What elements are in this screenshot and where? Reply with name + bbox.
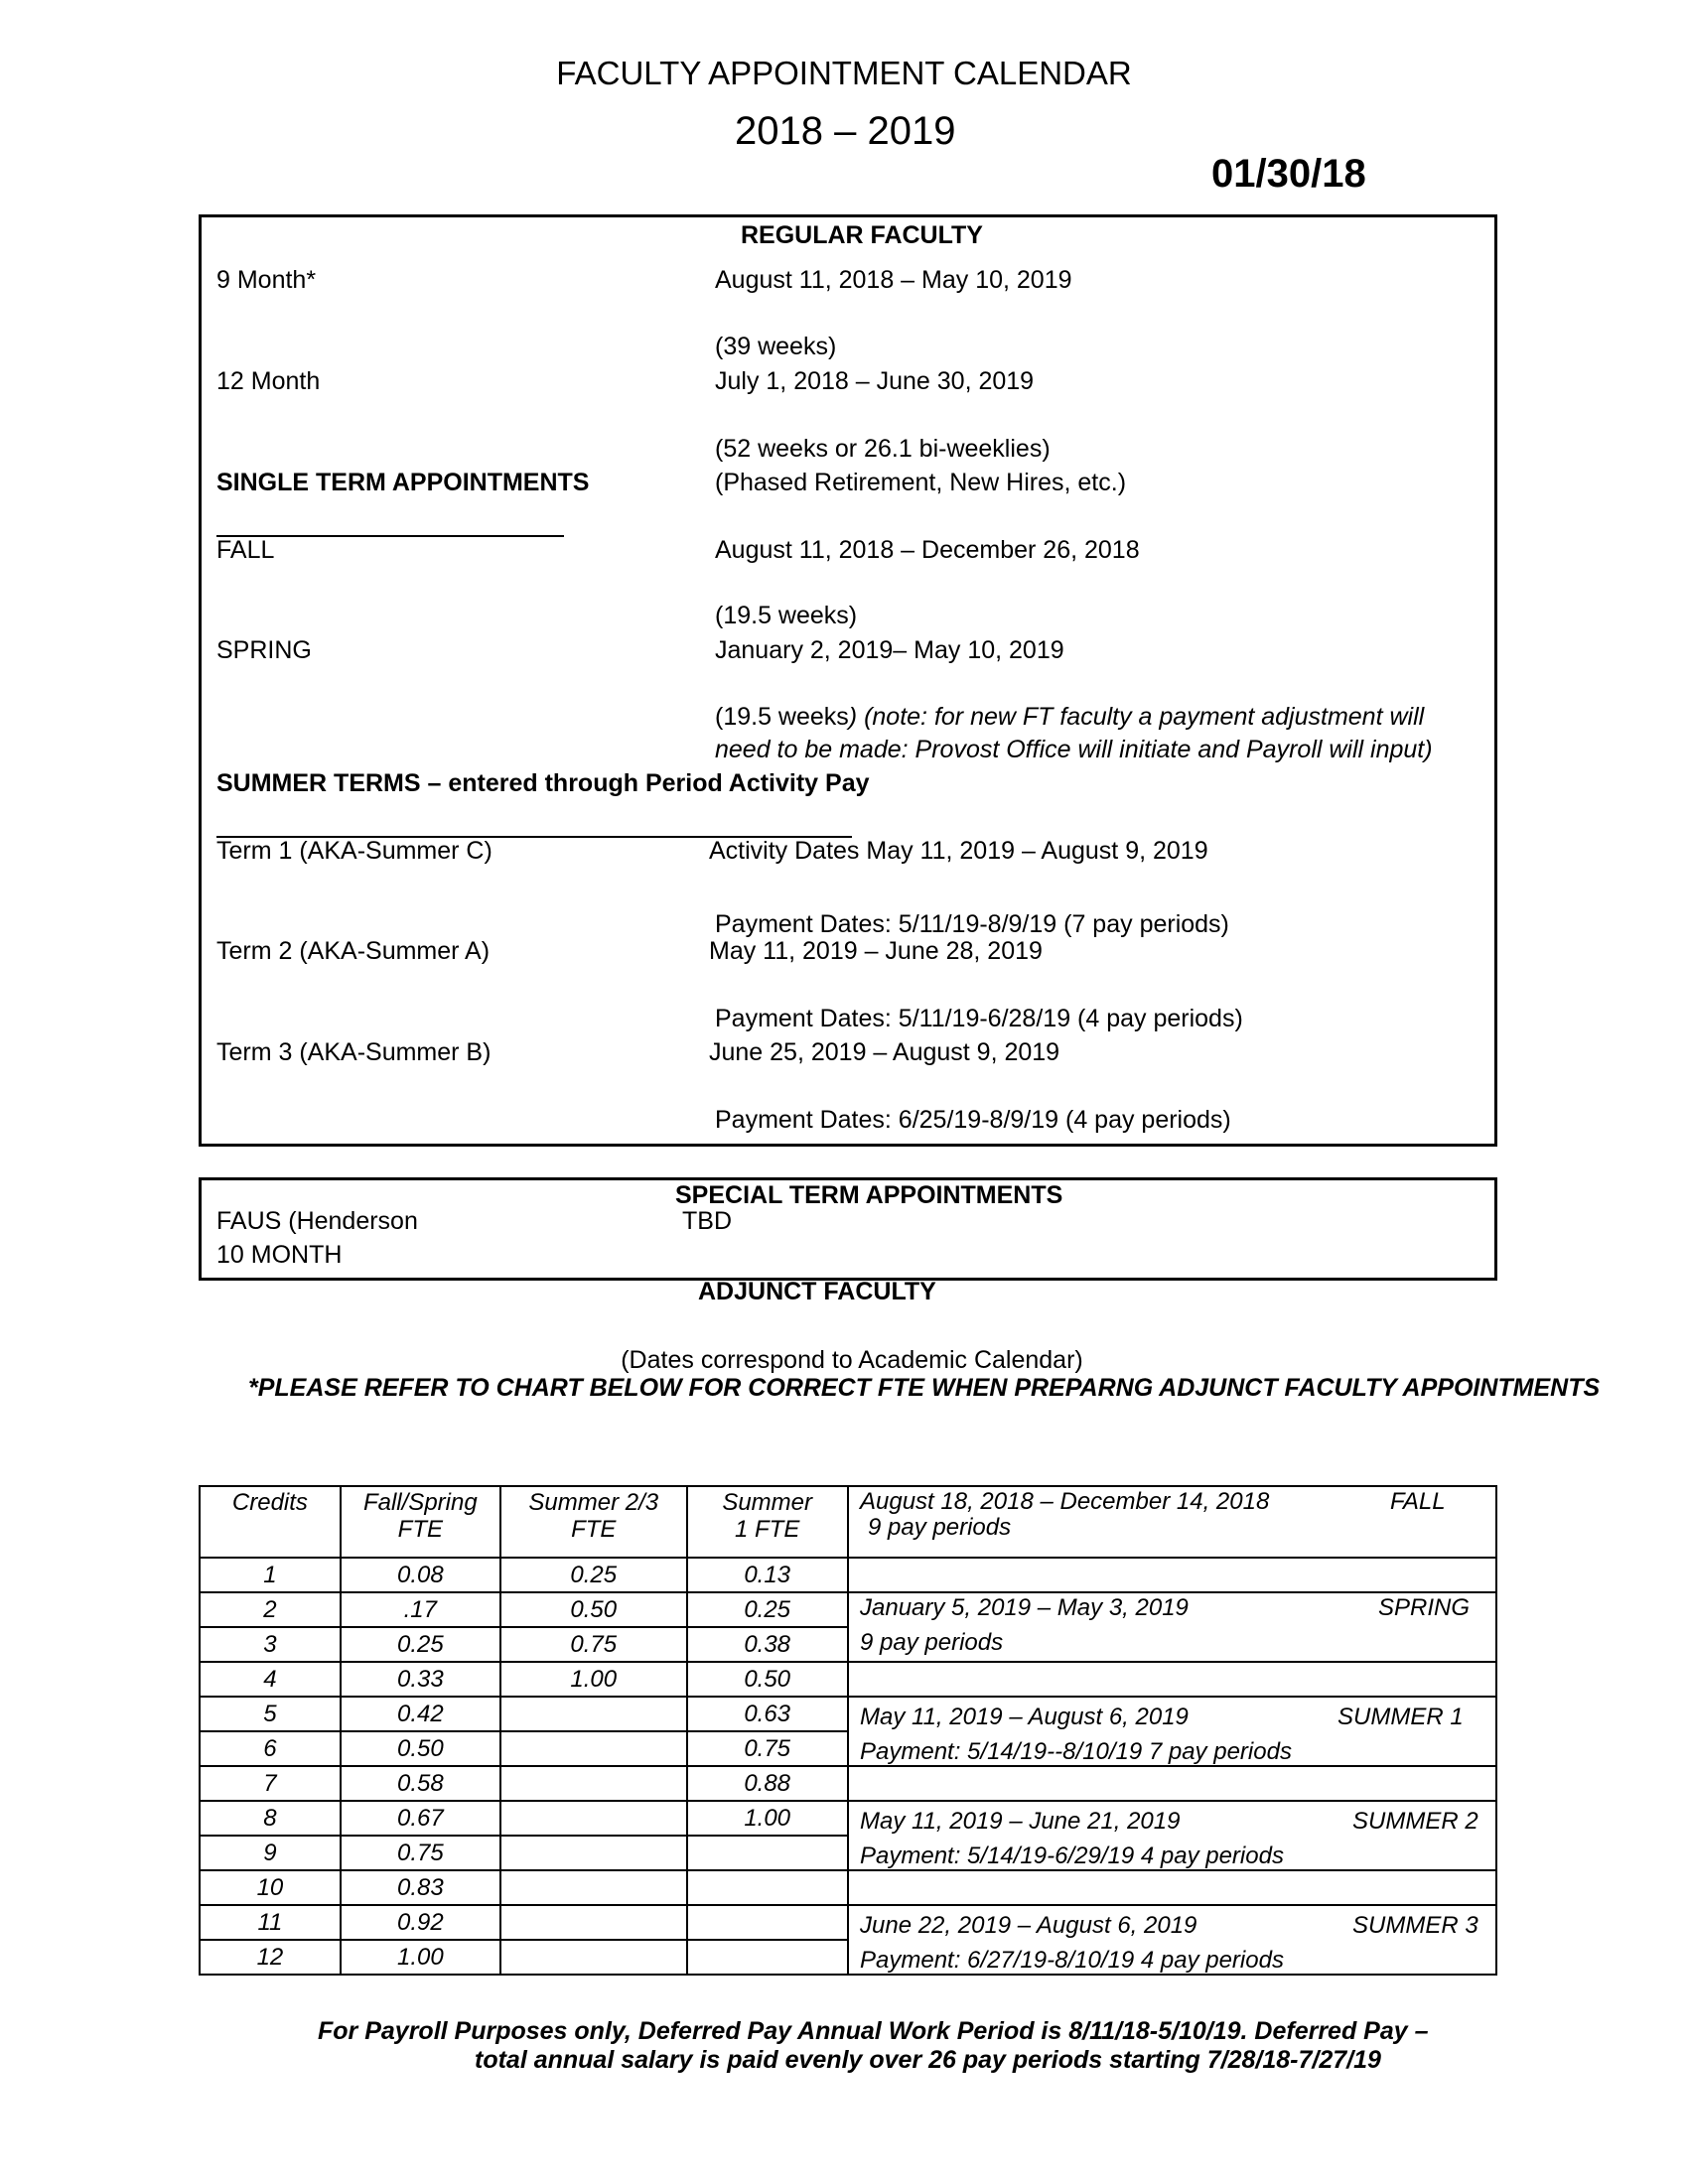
term3-payment: Payment Dates: 6/25/19-8/9/19 (4 pay periods) <box>715 1106 1231 1134</box>
fall-spring-fte-cell: 0.75 <box>341 1836 500 1870</box>
term-summer2-label: SUMMER 2 <box>1352 1808 1478 1835</box>
credits-cell: 11 <box>200 1905 341 1940</box>
term-info-cell <box>848 1870 1496 1905</box>
special-term-heading: SPECIAL TERM APPOINTMENTS <box>675 1181 1063 1209</box>
term-spring-pay: 9 pay periods <box>860 1629 1004 1656</box>
summer1-fte-cell: 0.13 <box>687 1558 848 1592</box>
term2-payment: Payment Dates: 5/11/19-6/28/19 (4 pay periods) <box>715 1005 1243 1032</box>
regular-faculty-heading: REGULAR FACULTY <box>741 221 983 249</box>
credits-cell: 12 <box>200 1940 341 1975</box>
summer1-fte-cell <box>687 1836 848 1870</box>
term3-label: Term 3 (AKA-Summer B) <box>216 1038 492 1066</box>
term1-label: Term 1 (AKA-Summer C) <box>216 837 492 865</box>
summer1-fte-cell: 0.25 <box>687 1592 848 1627</box>
term-summer3-pay: Payment: 6/27/19-8/10/19 4 pay periods <box>860 1947 1284 1974</box>
term2-label: Term 2 (AKA-Summer A) <box>216 937 491 965</box>
term-summer1-dates: May 11, 2019 – August 6, 2019 <box>860 1704 1189 1730</box>
twelve-month-label: 12 Month <box>216 367 321 395</box>
adjunct-refer-note: *PLEASE REFER TO CHART BELOW FOR CORRECT FTE WHEN PREPARNG ADJUNCT FACULTY APPOINTMENTS <box>248 1374 1601 1402</box>
summer1-fte-cell: 0.38 <box>687 1627 848 1662</box>
header-summer1-fte: Summer 1 FTE <box>687 1486 848 1558</box>
spring-dates: January 2, 2019– May 10, 2019 <box>715 636 1064 664</box>
credits-cell: 3 <box>200 1627 341 1662</box>
summer1-fte-cell: 0.50 <box>687 1662 848 1697</box>
term1-dates: Activity Dates May 11, 2019 – August 9, 2019 <box>709 837 1208 865</box>
spring-weeks-note <box>715 702 1424 732</box>
fall-spring-fte-cell: 0.58 <box>341 1766 500 1801</box>
fall-spring-fte-cell: 0.92 <box>341 1905 500 1940</box>
term2-dates: May 11, 2019 – June 28, 2019 <box>709 937 1043 965</box>
twelve-month-weeks: (52 weeks or 26.1 bi-weeklies) <box>715 435 1051 463</box>
summer23-fte-cell <box>500 1697 687 1731</box>
ten-month-label: 10 MONTH <box>216 1241 343 1269</box>
table-row <box>200 1558 1496 1592</box>
credits-cell: 1 <box>200 1558 341 1592</box>
academic-year: 2018 – 2019 <box>735 109 956 153</box>
summer23-fte-cell <box>500 1801 687 1836</box>
table-row <box>200 1662 1496 1697</box>
term-fall-dates: August 18, 2018 – December 14, 2018 <box>860 1488 1270 1515</box>
term-info-cell <box>848 1662 1496 1697</box>
fall-spring-fte-cell: 0.67 <box>341 1801 500 1836</box>
credits-cell: 10 <box>200 1870 341 1905</box>
table-row <box>200 1836 1496 1870</box>
summer23-fte-cell <box>500 1836 687 1870</box>
summer23-fte-cell <box>500 1940 687 1975</box>
credits-cell: 6 <box>200 1731 341 1766</box>
footer-line2: total annual salary is paid evenly over 26 pay periods starting 7/28/18-7/27/19 <box>475 2046 1381 2074</box>
summer23-fte-cell <box>500 1731 687 1766</box>
fall-weeks: (19.5 weeks) <box>715 602 858 629</box>
spring-label: SPRING <box>216 636 312 664</box>
summer23-fte-cell <box>500 1870 687 1905</box>
fall-spring-fte-cell: 0.42 <box>341 1697 500 1731</box>
page-title: FACULTY APPOINTMENT CALENDAR <box>556 55 1132 91</box>
nine-month-dates: August 11, 2018 – May 10, 2019 <box>715 266 1072 294</box>
adjunct-dates-note: (Dates correspond to Academic Calendar) <box>621 1346 1083 1374</box>
term-info-cell <box>848 1766 1496 1801</box>
term-info-cell <box>848 1558 1496 1592</box>
summer23-fte-cell: 0.50 <box>500 1592 687 1627</box>
summer1-fte-cell: 0.63 <box>687 1697 848 1731</box>
term-spring-label: SPRING <box>1378 1594 1471 1621</box>
table-row <box>200 1731 1496 1766</box>
single-term-note: (Phased Retirement, New Hires, etc.) <box>715 469 1127 496</box>
term-fall-pay: 9 pay periods <box>868 1514 1012 1541</box>
table-row <box>200 1766 1496 1801</box>
term1-payment: Payment Dates: 5/11/19-8/9/19 (7 pay periods) <box>715 910 1229 938</box>
fall-spring-fte-cell: 0.25 <box>341 1627 500 1662</box>
header-summer23-fte: Summer 2/3 FTE <box>500 1486 687 1558</box>
revision-date: 01/30/18 <box>1211 152 1366 196</box>
fte-table <box>199 1485 1497 1976</box>
table-row <box>200 1940 1496 1975</box>
fall-spring-fte-cell: 0.83 <box>341 1870 500 1905</box>
single-term-label: SINGLE TERM APPOINTMENTS <box>216 469 590 496</box>
term-fall-label: FALL <box>1390 1488 1446 1515</box>
faus-label: FAUS (Henderson <box>216 1207 418 1235</box>
summer23-fte-cell <box>500 1766 687 1801</box>
table-row <box>200 1697 1496 1731</box>
summer1-fte-cell: 1.00 <box>687 1801 848 1836</box>
summer23-fte-cell: 1.00 <box>500 1662 687 1697</box>
adjunct-heading: ADJUNCT FACULTY <box>698 1278 936 1305</box>
summer23-fte-cell <box>500 1905 687 1940</box>
summer1-fte-cell: 0.88 <box>687 1766 848 1801</box>
table-row <box>200 1870 1496 1905</box>
fte-header-row <box>200 1486 1496 1558</box>
table-row <box>200 1592 1496 1627</box>
faus-value: TBD <box>682 1207 732 1235</box>
summer-terms-heading: SUMMER TERMS – entered through Period Activity Pay <box>216 769 870 797</box>
summer1-fte-cell <box>687 1870 848 1905</box>
fall-spring-fte-cell: 1.00 <box>341 1940 500 1975</box>
summer1-fte-cell <box>687 1940 848 1975</box>
term-summer2-dates: May 11, 2019 – June 21, 2019 <box>860 1808 1181 1835</box>
spring-note-line2: need to be made: Provost Office will initiate and Payroll will input) <box>715 736 1433 763</box>
summer1-fte-cell: 0.75 <box>687 1731 848 1766</box>
table-row <box>200 1627 1496 1662</box>
term-spring-dates: January 5, 2019 – May 3, 2019 <box>860 1594 1189 1621</box>
credits-cell: 7 <box>200 1766 341 1801</box>
fte-table-body <box>200 1558 1496 1975</box>
header-fall-spring-fte: Fall/Spring FTE <box>341 1486 500 1558</box>
spring-note-line1: ) (note: for new FT faculty a payment adjustment will <box>848 703 1425 731</box>
fall-spring-fte-cell: .17 <box>341 1592 500 1627</box>
term-summer1-label: SUMMER 1 <box>1337 1704 1464 1730</box>
summer23-fte-cell: 0.75 <box>500 1627 687 1662</box>
credits-cell: 9 <box>200 1836 341 1870</box>
credits-cell: 5 <box>200 1697 341 1731</box>
credits-cell: 4 <box>200 1662 341 1697</box>
summer23-fte-cell: 0.25 <box>500 1558 687 1592</box>
term3-dates: June 25, 2019 – August 9, 2019 <box>709 1038 1060 1066</box>
summer1-fte-cell <box>687 1905 848 1940</box>
table-row <box>200 1801 1496 1836</box>
term-summer3-label: SUMMER 3 <box>1352 1912 1478 1939</box>
fall-spring-fte-cell: 0.33 <box>341 1662 500 1697</box>
fall-spring-fte-cell: 0.08 <box>341 1558 500 1592</box>
twelve-month-dates: July 1, 2018 – June 30, 2019 <box>715 367 1035 395</box>
fall-dates: August 11, 2018 – December 26, 2018 <box>715 536 1140 564</box>
footer-line1: For Payroll Purposes only, Deferred Pay Annual Work Period is 8/11/18-5/10/19. Deferred Pay – <box>318 2017 1429 2045</box>
term-summer2-pay: Payment: 5/14/19-6/29/19 4 pay periods <box>860 1843 1284 1869</box>
nine-month-label: 9 Month* <box>216 266 317 294</box>
credits-cell: 8 <box>200 1801 341 1836</box>
term-summer1-pay: Payment: 5/14/19--8/10/19 7 pay periods <box>860 1738 1292 1765</box>
credits-cell: 2 <box>200 1592 341 1627</box>
nine-month-weeks: (39 weeks) <box>715 333 837 360</box>
table-row <box>200 1905 1496 1940</box>
header-credits: Credits <box>200 1486 341 1558</box>
spring-weeks: (19.5 weeks <box>715 703 849 731</box>
term-summer3-dates: June 22, 2019 – August 6, 2019 <box>860 1912 1197 1939</box>
fall-spring-fte-cell: 0.50 <box>341 1731 500 1766</box>
fall-label: FALL <box>216 536 275 564</box>
